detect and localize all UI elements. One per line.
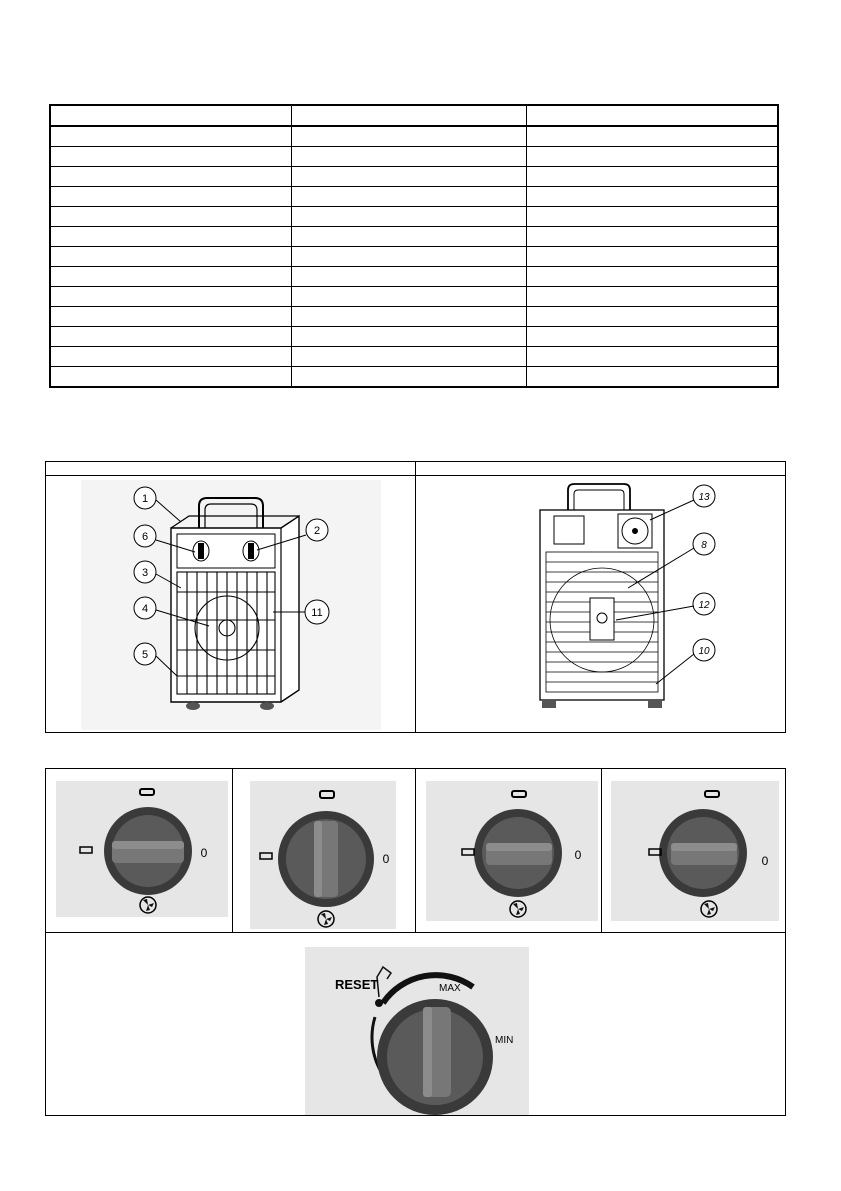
table-row — [50, 187, 778, 207]
table-row — [50, 267, 778, 287]
callout-2: 2 — [313, 525, 321, 537]
table-cell — [291, 327, 526, 347]
table-cell — [291, 105, 526, 126]
table-cell — [50, 147, 291, 167]
table-row — [50, 167, 778, 187]
min-label: MIN — [495, 1035, 514, 1046]
table-cell — [50, 207, 291, 227]
table-cell — [526, 105, 778, 126]
table-cell — [50, 287, 291, 307]
table-cell — [291, 227, 526, 247]
table-cell — [50, 167, 291, 187]
callout-1: 1 — [141, 493, 149, 505]
table-cell — [50, 247, 291, 267]
table-cell — [291, 287, 526, 307]
knob-divider-3 — [601, 769, 602, 932]
callout-10: 10 — [698, 646, 710, 657]
callout-11: 11 — [311, 607, 323, 619]
table-cell — [50, 105, 291, 126]
callout-13: 13 — [698, 492, 710, 503]
table-cell — [526, 267, 778, 287]
knob-divider-2 — [415, 769, 416, 932]
table-cell — [526, 247, 778, 267]
table-row — [50, 367, 778, 388]
max-label: MAX — [439, 983, 461, 994]
table-cell — [50, 307, 291, 327]
table-cell — [526, 287, 778, 307]
callout-3: 3 — [141, 567, 149, 579]
knob-photos-figure — [45, 768, 786, 1116]
table-cell — [291, 126, 526, 147]
heater-front-drawing — [81, 480, 381, 730]
table-cell — [526, 307, 778, 327]
heater-views-figure — [45, 461, 786, 733]
table-row — [50, 307, 778, 327]
table-row — [50, 126, 778, 147]
knob-row-divider — [46, 932, 785, 933]
callout-12: 12 — [698, 600, 710, 611]
knob-photo-position-high — [611, 781, 779, 921]
table-row — [50, 207, 778, 227]
thermostat-knob-photo — [305, 947, 529, 1115]
callout-5: 5 — [141, 649, 149, 661]
table-cell — [50, 227, 291, 247]
table-cell — [291, 247, 526, 267]
knob-photo-position-medium — [426, 781, 598, 921]
table-row — [50, 287, 778, 307]
off-symbol: 0 — [382, 852, 390, 866]
table-row — [50, 147, 778, 167]
table-cell — [291, 267, 526, 287]
table-row — [50, 247, 778, 267]
table-cell — [50, 367, 291, 388]
table-cell — [291, 167, 526, 187]
table-cell — [526, 147, 778, 167]
table-cell — [291, 187, 526, 207]
table-cell — [526, 327, 778, 347]
spec-table-body — [50, 105, 778, 387]
off-symbol: 0 — [761, 854, 769, 868]
table-row — [50, 327, 778, 347]
callout-6: 6 — [141, 531, 149, 543]
table-cell — [291, 307, 526, 327]
table-cell — [526, 187, 778, 207]
table-cell — [526, 347, 778, 367]
table-cell — [50, 267, 291, 287]
table-cell — [50, 327, 291, 347]
table-cell — [291, 367, 526, 388]
table-cell — [291, 147, 526, 167]
table-cell — [526, 126, 778, 147]
table-cell — [526, 367, 778, 388]
off-symbol: 0 — [574, 848, 582, 862]
reset-label: RESET — [335, 977, 379, 992]
table-row — [50, 347, 778, 367]
table-cell — [291, 347, 526, 367]
knob-photo-position-up — [250, 781, 396, 929]
spec-table — [49, 104, 779, 388]
callout-4: 4 — [141, 603, 149, 615]
table-row — [50, 105, 778, 126]
table-cell — [526, 167, 778, 187]
table-cell — [50, 126, 291, 147]
table-cell — [50, 187, 291, 207]
table-cell — [50, 347, 291, 367]
table-cell — [291, 207, 526, 227]
callout-8: 8 — [701, 540, 707, 551]
off-symbol: 0 — [200, 846, 208, 860]
heater-back-drawing — [532, 480, 732, 720]
table-cell — [526, 227, 778, 247]
knob-photo-position-low — [56, 781, 228, 917]
figure-divider — [415, 462, 416, 732]
table-row — [50, 227, 778, 247]
knob-divider-1 — [232, 769, 233, 932]
table-cell — [526, 207, 778, 227]
